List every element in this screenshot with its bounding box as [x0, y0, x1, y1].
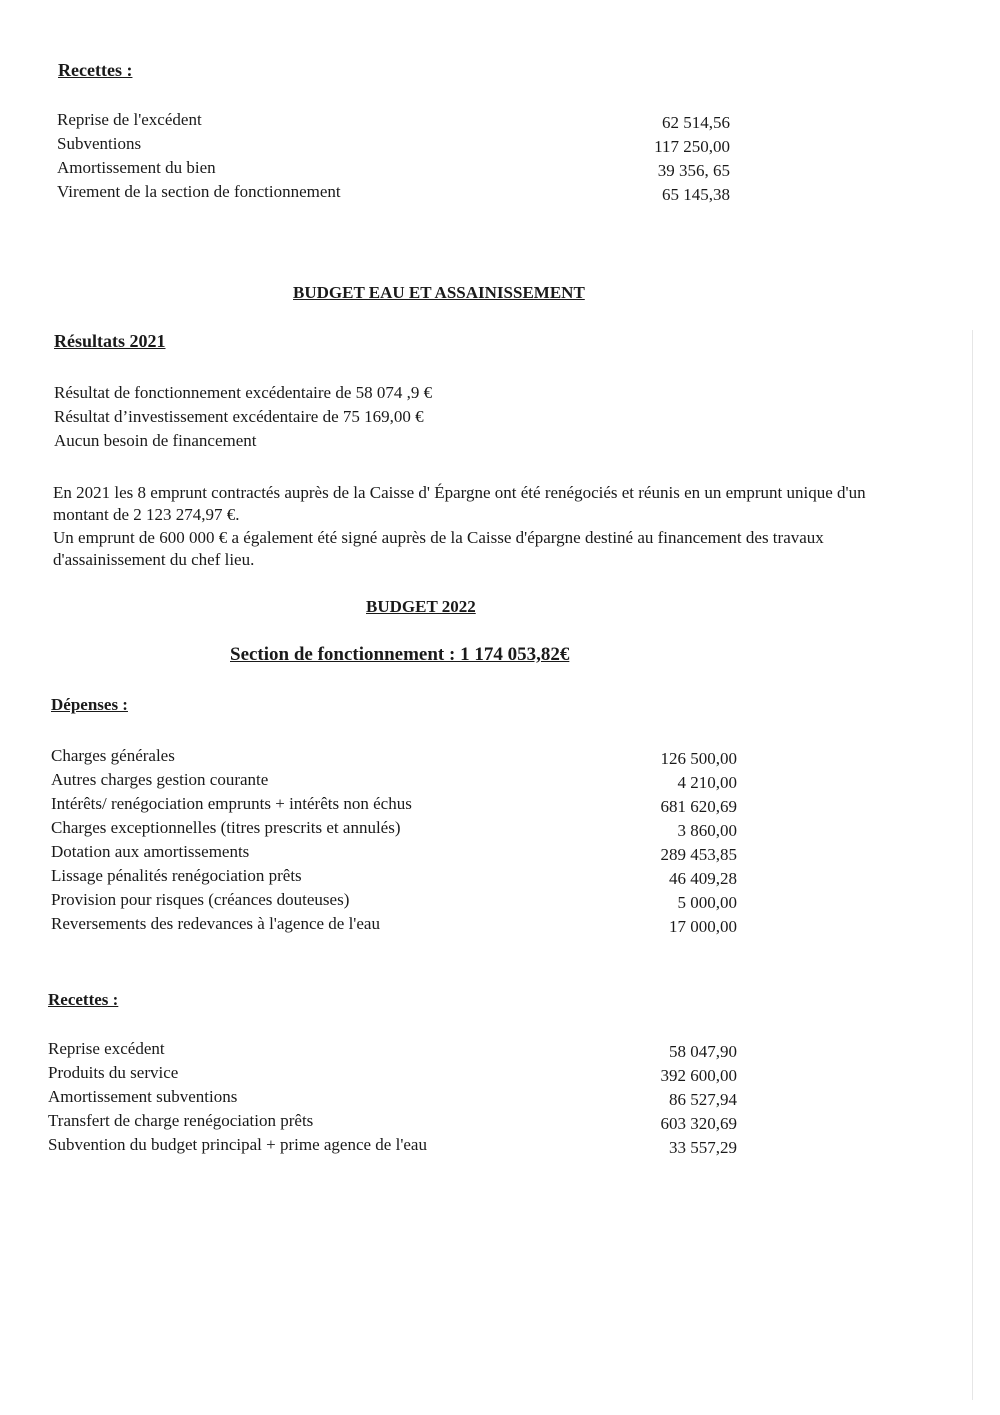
depense-amount: 46 409,28 — [669, 869, 737, 888]
depense-label: Provision pour risques (créances douteuses) — [51, 890, 350, 909]
depense-amount: 3 860,00 — [677, 821, 737, 840]
depense-amount: 5 000,00 — [677, 893, 737, 912]
depense-label: Lissage pénalités renégociation prêts — [51, 866, 302, 885]
top-recettes-amount: 65 145,38 — [662, 185, 730, 204]
paragraph-emprunt-renegocie: En 2021 les 8 emprunt contractés auprès de la Caisse d' Épargne ont été renégociés et réunis en un emprunt unique d'un montant de 2 123 274,97 €. — [53, 483, 866, 524]
recette-label: Transfert de charge renégociation prêts — [48, 1111, 314, 1130]
section-fonctionnement-title: Section de fonctionnement : 1 174 053,82€ — [230, 644, 570, 665]
resultat-line: Aucun besoin de financement — [54, 431, 257, 450]
recette-amount: 58 047,90 — [669, 1042, 737, 1061]
top-recettes-label: Virement de la section de fonctionnement — [57, 182, 341, 201]
recette-label: Amortissement subventions — [48, 1087, 238, 1106]
top-recettes-amount: 117 250,00 — [654, 137, 730, 156]
depense-label: Reversements des redevances à l'agence de l'eau — [51, 914, 380, 933]
scan-edge-line — [972, 330, 973, 1400]
resultats-heading: Résultats 2021 — [54, 331, 166, 351]
top-recettes-amount: 62 514,56 — [662, 113, 730, 132]
recette-label: Produits du service — [48, 1063, 179, 1082]
depense-amount: 681 620,69 — [660, 797, 737, 816]
recette-label: Reprise excédent — [48, 1039, 165, 1058]
depenses-heading: Dépenses : — [51, 695, 128, 714]
depense-label: Dotation aux amortissements — [51, 842, 250, 861]
depense-amount: 4 210,00 — [677, 773, 737, 792]
top-recettes-label: Subventions — [57, 134, 142, 153]
top-recettes-amount: 39 356, 65 — [657, 161, 730, 180]
depense-amount: 289 453,85 — [660, 845, 737, 864]
recette-amount: 392 600,00 — [660, 1066, 737, 1085]
top-recettes-label: Amortissement du bien — [57, 158, 216, 177]
top-recettes-label: Reprise de l'excédent — [57, 110, 202, 129]
recette-amount: 603 320,69 — [660, 1114, 737, 1133]
budget-2022-title: BUDGET 2022 — [366, 597, 476, 616]
budget-title: BUDGET EAU ET ASSAINISSEMENT — [293, 283, 585, 302]
depense-label: Charges exceptionnelles (titres prescrits et annulés) — [51, 818, 401, 837]
depense-amount: 126 500,00 — [660, 749, 737, 768]
paragraph-emprunt-assainissement: Un emprunt de 600 000 € a également été signé auprès de la Caisse d'épargne destiné au financement des travaux d'assainissement du chef lieu. — [53, 528, 824, 569]
resultat-line: Résultat de fonctionnement excédentaire de 58 074 ,9 € — [54, 383, 433, 402]
recette-amount: 86 527,94 — [669, 1090, 737, 1109]
recette-label: Subvention du budget principal + prime agence de l'eau — [48, 1135, 427, 1154]
resultat-line: Résultat d’investissement excédentaire de 75 169,00 € — [54, 407, 424, 426]
depense-label: Intérêts/ renégociation emprunts + intérêts non échus — [51, 794, 412, 813]
depense-label: Charges générales — [51, 746, 175, 765]
recette-amount: 33 557,29 — [669, 1138, 737, 1157]
depense-amount: 17 000,00 — [669, 917, 737, 936]
recettes-heading: Recettes : — [48, 990, 119, 1009]
top-recettes-heading: Recettes : — [58, 60, 133, 80]
depense-label: Autres charges gestion courante — [51, 770, 269, 789]
